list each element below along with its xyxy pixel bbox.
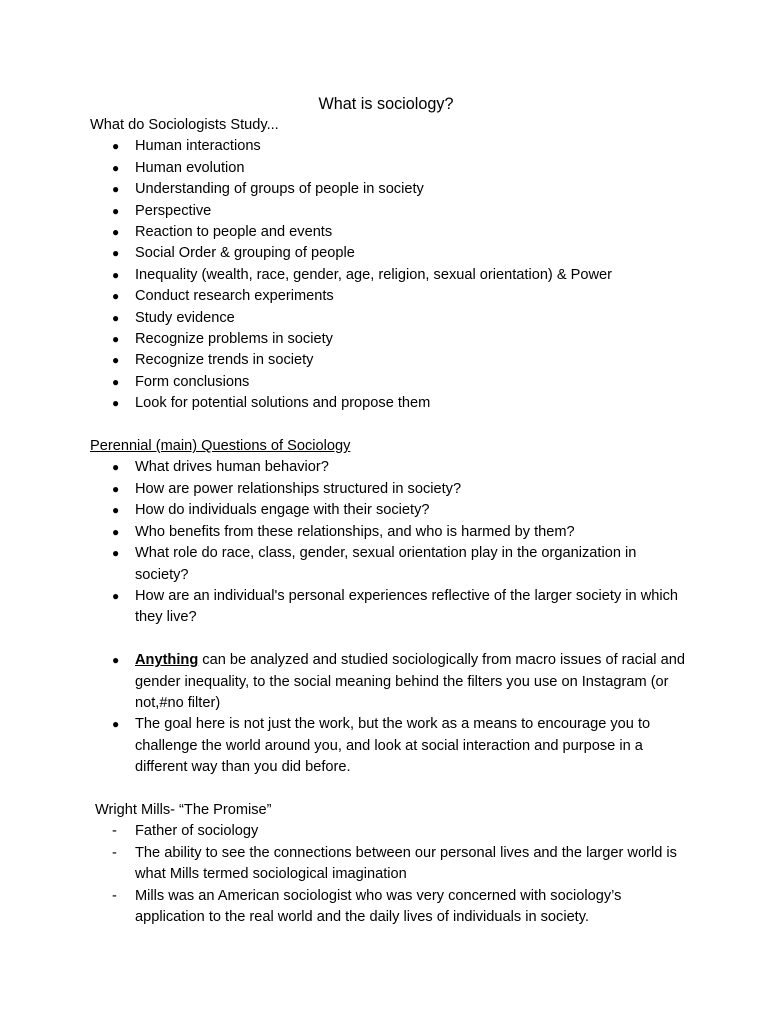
list-item: ● Recognize problems in society bbox=[90, 329, 688, 350]
list-item: ● Recognize trends in society bbox=[90, 350, 688, 371]
bullet-icon: ● bbox=[112, 160, 120, 175]
list-item: ● Reaction to people and events bbox=[90, 222, 688, 243]
section-heading-study: What do Sociologists Study... bbox=[90, 117, 279, 133]
list-item: ● Understanding of groups of people in society bbox=[90, 179, 688, 200]
bullet-icon: ● bbox=[112, 246, 120, 261]
list-item: ● Form conclusions bbox=[90, 372, 688, 393]
spacer bbox=[90, 779, 688, 800]
bullet-icon: ● bbox=[112, 310, 120, 325]
list-item: ● Look for potential solutions and propose them bbox=[90, 393, 688, 414]
spacer bbox=[90, 415, 688, 436]
list-item: ● How are an individual's personal experiences reflective of the larger society in which they live? bbox=[112, 587, 679, 626]
bullet-icon: ● bbox=[112, 139, 120, 154]
bullet-icon: ● bbox=[112, 524, 120, 539]
mills-list bbox=[90, 821, 688, 928]
list-item: ● Conduct research experiments bbox=[90, 286, 688, 307]
section-heading-mills: Wright Mills- “The Promise” bbox=[95, 801, 272, 818]
dash-icon: - bbox=[112, 887, 117, 904]
section-heading-questions: Perennial (main) Questions of Sociology bbox=[90, 438, 351, 455]
bullet-icon: ● bbox=[112, 396, 120, 411]
bullet-icon: ● bbox=[112, 267, 120, 282]
bullet-icon: ● bbox=[112, 332, 120, 347]
dash-icon: - bbox=[112, 844, 117, 861]
list-item: ● Human interactions bbox=[90, 136, 688, 157]
notes-list bbox=[90, 650, 688, 778]
list-item: ● Who benefits from these relationships, and who is harmed by them? bbox=[90, 522, 688, 543]
bullet-icon: ● bbox=[112, 481, 120, 496]
list-item: - Father of sociology bbox=[90, 821, 688, 842]
bullet-icon: ● bbox=[112, 374, 120, 389]
bullet-icon: ● bbox=[112, 503, 120, 518]
list-item: ● Human evolution bbox=[90, 158, 688, 179]
bullet-icon: ● bbox=[112, 289, 120, 304]
bullet-icon: ● bbox=[112, 460, 120, 475]
list-item: ● The goal here is not just the work, but the work as a means to encourage you to challenge the world around you, and look at social interaction and purpose in a different way than you did before. bbox=[112, 716, 651, 776]
list-item: ● Study evidence bbox=[90, 308, 688, 329]
list-item: ● Perspective bbox=[90, 201, 688, 222]
spacer bbox=[90, 629, 688, 650]
bullet-icon: ● bbox=[112, 588, 120, 603]
list-item: ● How are power relationships structured in society? bbox=[90, 479, 688, 500]
list-item: - The ability to see the connections between our personal lives and the larger world is what Mills termed sociological imagination bbox=[112, 844, 677, 883]
list-item: ● What role do race, class, gender, sexual orientation play in the organization in society? bbox=[112, 545, 637, 583]
bullet-icon: ● bbox=[112, 353, 120, 368]
questions-list bbox=[90, 457, 688, 628]
anything-emphasis: Anything bbox=[135, 652, 199, 669]
bullet-icon: ● bbox=[112, 717, 120, 732]
page-title: What is sociology? bbox=[318, 95, 454, 113]
list-item: - Mills was an American sociologist who was very concerned with sociology’s application to the real world and the daily lives of individuals in society. bbox=[112, 887, 622, 925]
bullet-icon: ● bbox=[112, 225, 120, 240]
bullet-icon: ● bbox=[112, 203, 120, 218]
bullet-icon: ● bbox=[112, 546, 120, 561]
dash-icon: - bbox=[112, 823, 117, 840]
list-item: ● Anything can be analyzed and studied sociologically from macro issues of racial and gender inequality, to the social meaning behind the filters you use on Instagram (or not,#no filter) bbox=[112, 652, 685, 711]
list-item: ● Social Order & grouping of people bbox=[90, 243, 688, 264]
list-item: ● How do individuals engage with their society? bbox=[90, 500, 688, 521]
list-item: ● Inequality (wealth, race, gender, age, religion, sexual orientation) & Power bbox=[90, 265, 688, 286]
study-list bbox=[90, 136, 688, 414]
list-item: ● What drives human behavior? bbox=[90, 457, 688, 478]
bullet-icon: ● bbox=[112, 653, 120, 668]
bullet-icon: ● bbox=[112, 182, 120, 197]
